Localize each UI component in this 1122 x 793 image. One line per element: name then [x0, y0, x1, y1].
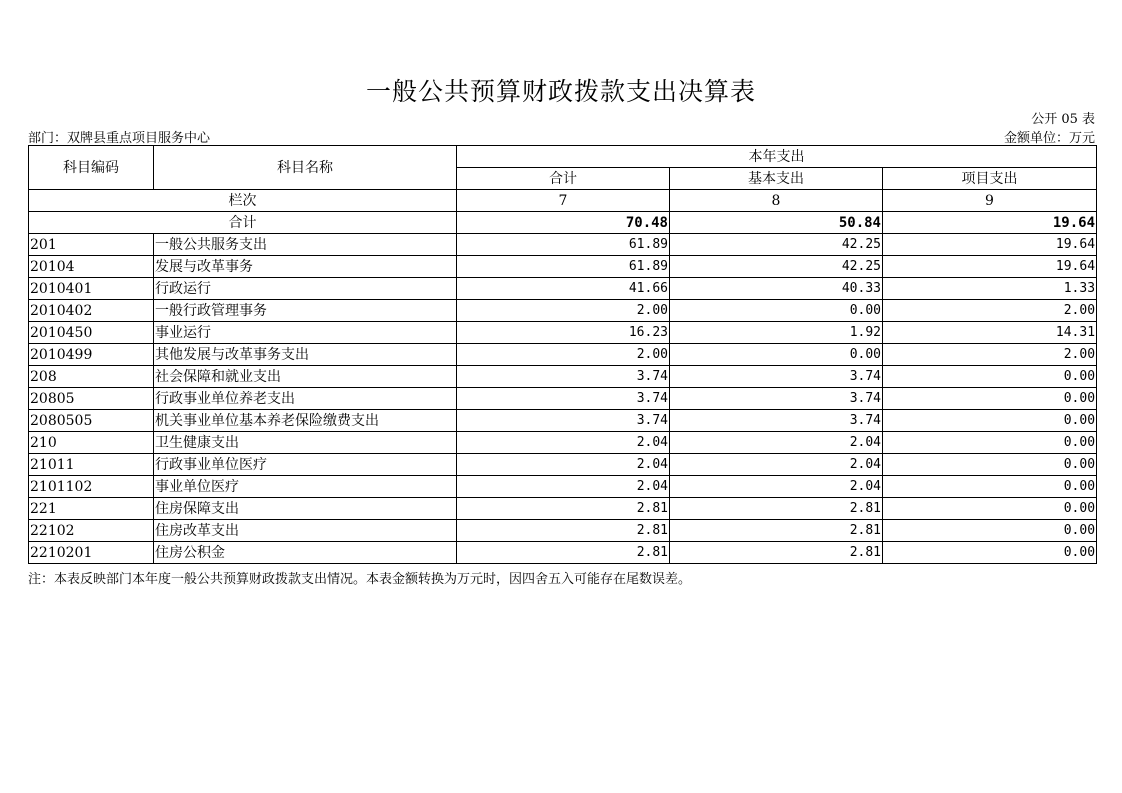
- row-name: 其他发展与改革事务支出: [154, 344, 457, 366]
- row-total: 2.00: [457, 300, 670, 322]
- table-row: [29, 410, 1097, 432]
- row-project: 2.00: [883, 300, 1097, 322]
- row-basic: 2.04: [670, 454, 883, 476]
- row-name: 社会保障和就业支出: [154, 366, 457, 388]
- column-number-9: 9: [883, 190, 1097, 212]
- row-total: 16.23: [457, 322, 670, 344]
- header-current-year: 本年支出: [457, 146, 1097, 168]
- row-name: 行政事业单位养老支出: [154, 388, 457, 410]
- table-row: [29, 498, 1097, 520]
- row-name: 住房公积金: [154, 542, 457, 564]
- row-code: 201: [29, 234, 154, 256]
- row-name: 事业单位医疗: [154, 476, 457, 498]
- row-project: 0.00: [883, 520, 1097, 542]
- row-basic: 0.00: [670, 344, 883, 366]
- row-total: 3.74: [457, 366, 670, 388]
- table-row: [29, 256, 1097, 278]
- row-name: 机关事业单位基本养老保险缴费支出: [154, 410, 457, 432]
- row-code: 2080505: [29, 410, 154, 432]
- row-name: 住房保障支出: [154, 498, 457, 520]
- row-name: 住房改革支出: [154, 520, 457, 542]
- row-total: 41.66: [457, 278, 670, 300]
- row-name: 行政事业单位医疗: [154, 454, 457, 476]
- row-name: 事业运行: [154, 322, 457, 344]
- row-basic: 2.81: [670, 498, 883, 520]
- row-basic: 0.00: [670, 300, 883, 322]
- row-total: 2.04: [457, 432, 670, 454]
- total-project: 19.64: [883, 212, 1097, 234]
- row-code: 20805: [29, 388, 154, 410]
- row-code: 210: [29, 432, 154, 454]
- row-project: 0.00: [883, 476, 1097, 498]
- expenditure-table: [28, 145, 1097, 564]
- row-total: 2.00: [457, 344, 670, 366]
- row-total: 2.81: [457, 520, 670, 542]
- column-number-8: 8: [670, 190, 883, 212]
- column-number-7: 7: [457, 190, 670, 212]
- row-basic: 1.92: [670, 322, 883, 344]
- row-name: 行政运行: [154, 278, 457, 300]
- row-total: 2.81: [457, 542, 670, 564]
- row-code: 2010401: [29, 278, 154, 300]
- row-project: 0.00: [883, 542, 1097, 564]
- row-name: 一般行政管理事务: [154, 300, 457, 322]
- row-basic: 2.04: [670, 476, 883, 498]
- row-code: 20104: [29, 256, 154, 278]
- row-name: 卫生健康支出: [154, 432, 457, 454]
- row-project: 0.00: [883, 498, 1097, 520]
- table-row: [29, 432, 1097, 454]
- footnote: 注：本表反映部门本年度一般公共预算财政拨款支出情况。本表金额转换为万元时，因四舍五入可能存在尾数误差。: [28, 572, 692, 587]
- header-name: 科目名称: [154, 146, 457, 190]
- row-project: 19.64: [883, 234, 1097, 256]
- column-number-row: [29, 190, 1097, 212]
- row-code: 2010450: [29, 322, 154, 344]
- row-project: 0.00: [883, 410, 1097, 432]
- row-basic: 2.81: [670, 542, 883, 564]
- row-name: 一般公共服务支出: [154, 234, 457, 256]
- department-label: 部门：双牌县重点项目服务中心: [28, 131, 211, 146]
- total-basic: 50.84: [670, 212, 883, 234]
- row-basic: 40.33: [670, 278, 883, 300]
- row-total: 61.89: [457, 256, 670, 278]
- table-row: [29, 366, 1097, 388]
- table-row: [29, 520, 1097, 542]
- table-row: [29, 300, 1097, 322]
- table-row: [29, 388, 1097, 410]
- row-project: 0.00: [883, 388, 1097, 410]
- header-basic: 基本支出: [670, 168, 883, 190]
- table-row: [29, 344, 1097, 366]
- table-row: [29, 454, 1097, 476]
- row-basic: 42.25: [670, 234, 883, 256]
- row-total: 3.74: [457, 388, 670, 410]
- row-basic: 3.74: [670, 410, 883, 432]
- total-label: 合计: [29, 212, 457, 234]
- row-basic: 3.74: [670, 366, 883, 388]
- total-row: [29, 212, 1097, 234]
- row-basic: 42.25: [670, 256, 883, 278]
- row-code: 221: [29, 498, 154, 520]
- table-row: [29, 322, 1097, 344]
- column-number-label: 栏次: [29, 190, 457, 212]
- table-row: [29, 542, 1097, 564]
- row-project: 0.00: [883, 432, 1097, 454]
- row-code: 2210201: [29, 542, 154, 564]
- row-code: 21011: [29, 454, 154, 476]
- row-project: 19.64: [883, 256, 1097, 278]
- row-code: 2010499: [29, 344, 154, 366]
- header-project: 项目支出: [883, 168, 1097, 190]
- row-project: 1.33: [883, 278, 1097, 300]
- total-sum: 70.48: [457, 212, 670, 234]
- row-basic: 2.04: [670, 432, 883, 454]
- row-total: 61.89: [457, 234, 670, 256]
- row-code: 2101102: [29, 476, 154, 498]
- row-total: 2.81: [457, 498, 670, 520]
- form-number: 公开 05 表: [1031, 112, 1095, 127]
- table-row: [29, 476, 1097, 498]
- table-row: [29, 234, 1097, 256]
- row-basic: 2.81: [670, 520, 883, 542]
- row-code: 2010402: [29, 300, 154, 322]
- row-code: 208: [29, 366, 154, 388]
- row-project: 2.00: [883, 344, 1097, 366]
- row-basic: 3.74: [670, 388, 883, 410]
- row-project: 14.31: [883, 322, 1097, 344]
- unit-label: 金额单位：万元: [1003, 131, 1095, 146]
- header-row-1: [29, 146, 1097, 168]
- header-code: 科目编码: [29, 146, 154, 190]
- row-name: 发展与改革事务: [154, 256, 457, 278]
- table-row: [29, 278, 1097, 300]
- row-total: 3.74: [457, 410, 670, 432]
- header-total: 合计: [457, 168, 670, 190]
- row-code: 22102: [29, 520, 154, 542]
- row-project: 0.00: [883, 366, 1097, 388]
- row-total: 2.04: [457, 454, 670, 476]
- row-total: 2.04: [457, 476, 670, 498]
- row-project: 0.00: [883, 454, 1097, 476]
- page-title: 一般公共预算财政拨款支出决算表: [365, 77, 756, 106]
